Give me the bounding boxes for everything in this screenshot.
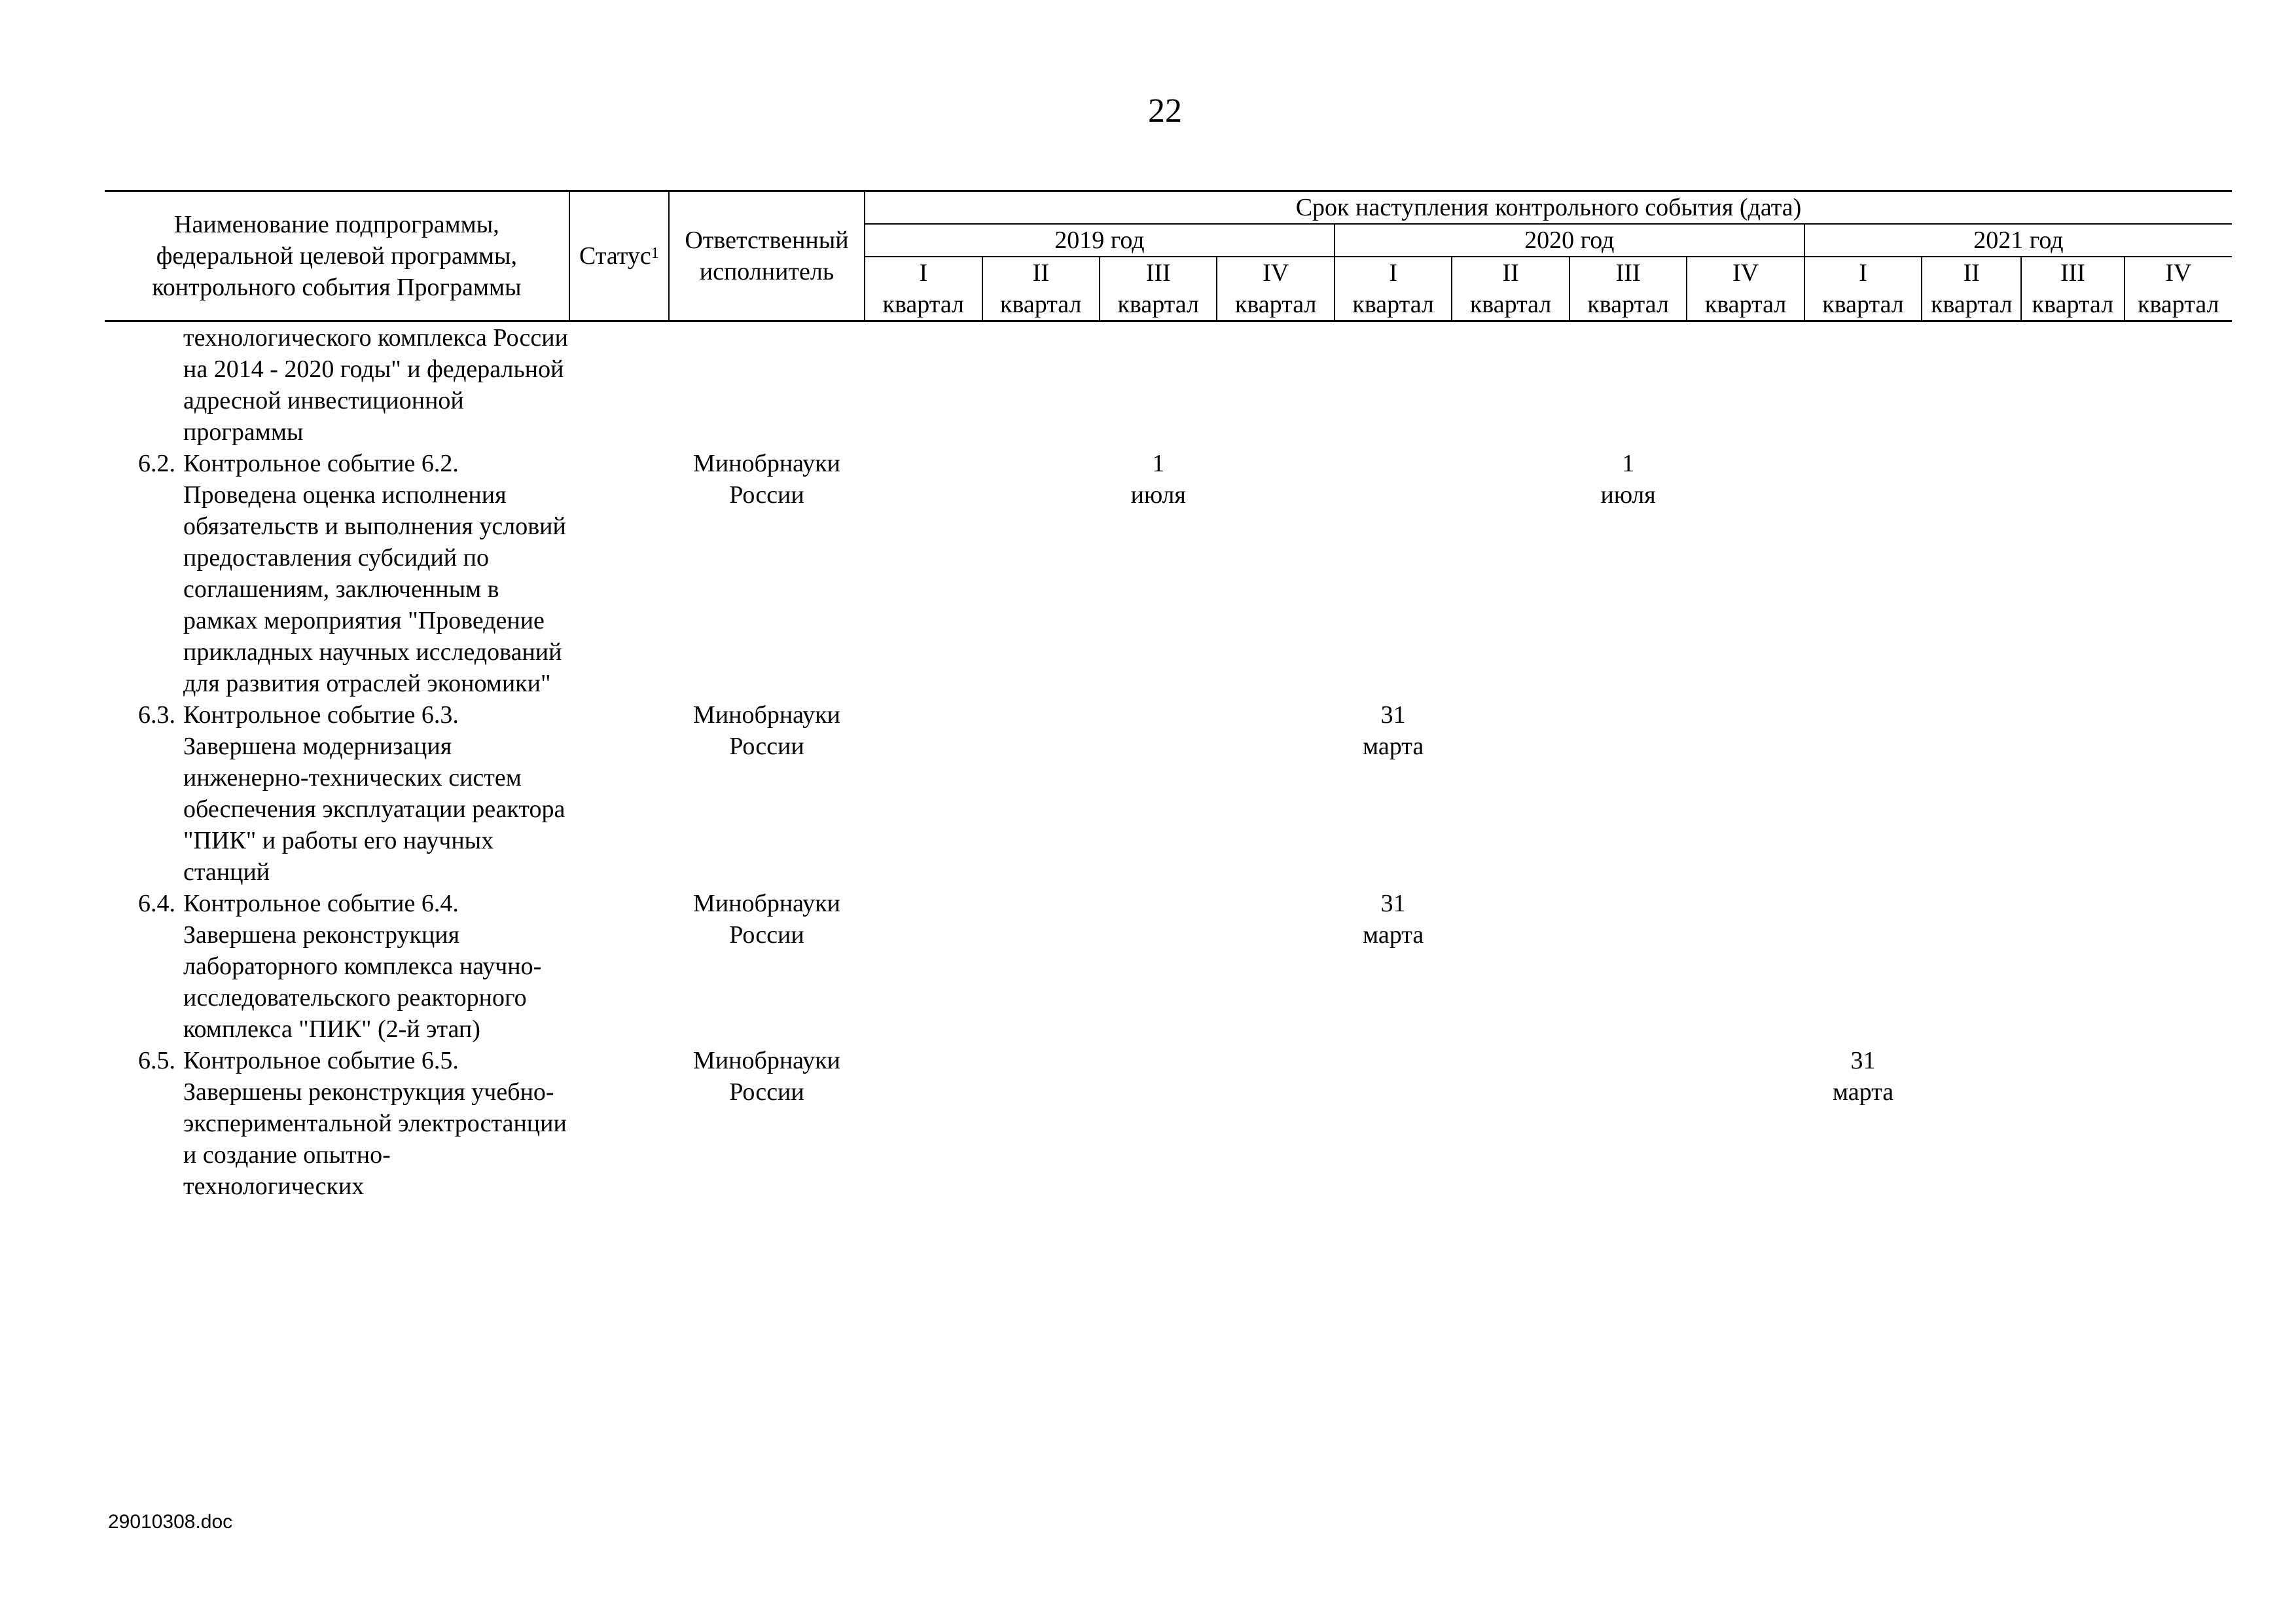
status-cell — [569, 888, 669, 1045]
date-cell-q2019-1 — [865, 699, 982, 888]
date-day: 1 — [1152, 450, 1165, 477]
responsible-cell — [669, 321, 865, 448]
date-cell-q2021-4 — [2125, 448, 2232, 699]
date-cell-q2021-3 — [2021, 1045, 2124, 1202]
table-row — [105, 1045, 2232, 1202]
event-name-cell — [105, 888, 569, 1045]
date-cell-q2020-2 — [1452, 321, 1569, 448]
date-day: 31 — [1380, 890, 1406, 917]
date-day: 31 — [1850, 1047, 1876, 1074]
date-cell-q2020-4 — [1687, 448, 1804, 699]
date-cell-q2019-4 — [1217, 888, 1334, 1045]
date-cell-q2020-1 — [1335, 448, 1452, 699]
event-name: Контрольное событие 6.4. Завершена реконструкция лабораторного комплекса научно-исследовательского реакторного комплекса "ПИК" (2-й этап) — [183, 890, 542, 1043]
document-code: 29010308.doc — [108, 1511, 233, 1533]
date-cell-q2021-4 — [2125, 699, 2232, 888]
event-number: 6.4. — [138, 890, 175, 917]
date-cell-q2019-2 — [982, 448, 1100, 699]
responsible-cell: Минобрнауки России — [693, 1047, 840, 1106]
date-cell-q2021-3 — [2021, 321, 2124, 448]
date-cell-q2019-4 — [1217, 448, 1334, 699]
date-cell-q2019-1 — [865, 448, 982, 699]
responsible-cell: Минобрнауки России — [693, 890, 840, 949]
date-cell-q2020-1 — [1335, 699, 1452, 888]
event-name-cell — [105, 1045, 569, 1202]
header-status-label: Статус — [579, 242, 651, 270]
date-cell-q2019-4 — [1217, 321, 1334, 448]
date-cell-q2021-2 — [1922, 321, 2021, 448]
date-cell-q2020-1 — [1335, 321, 1452, 448]
event-number: 6.2. — [138, 450, 175, 477]
event-name: Контрольное событие 6.2. Проведена оценка исполнения обязательств и выполнения условий предоставления субсидий по соглашениям, заключенным в рамках мероприятия "Проведение прикладных научных исследований для развития отраслей экономики" — [183, 450, 566, 697]
date-cell-q2021-1 — [1804, 888, 1922, 1045]
date-cell-q2020-2 — [1452, 699, 1569, 888]
table-row — [105, 888, 2232, 1045]
date-day: 1 — [1622, 450, 1635, 477]
date-cell-q2020-3 — [1570, 699, 1687, 888]
date-cell-q2020-3 — [1570, 448, 1687, 699]
header-name-column: Наименование подпрограммы, федеральной целевой программы, контрольного события Программы — [105, 191, 569, 321]
header-quarter-2019-1: I квартал — [865, 257, 982, 321]
header-quarter-2021-3: III квартал — [2021, 257, 2124, 321]
table-row — [105, 448, 2232, 699]
date-cell-q2020-4 — [1687, 888, 1804, 1045]
header-quarter-2020-2: II квартал — [1452, 257, 1569, 321]
header-quarter-2019-2: II квартал — [982, 257, 1100, 321]
date-cell-q2021-4 — [2125, 321, 2232, 448]
date-month: марта — [1832, 1078, 1894, 1106]
header-quarter-2020-3: III квартал — [1570, 257, 1687, 321]
table-header — [105, 191, 2232, 321]
date-cell-q2021-4 — [2125, 1045, 2232, 1202]
date-cell-q2020-2 — [1452, 448, 1569, 699]
date-cell-q2019-1 — [865, 321, 982, 448]
responsible-cell: Минобрнауки России — [693, 701, 840, 760]
date-cell-q2020-4 — [1687, 699, 1804, 888]
date-cell-q2020-3 — [1570, 321, 1687, 448]
date-cell-q2020-3 — [1570, 1045, 1687, 1202]
date-month: марта — [1363, 733, 1424, 760]
date-cell-q2021-4 — [2125, 888, 2232, 1045]
date-cell-q2021-2 — [1922, 888, 2021, 1045]
date-month: марта — [1363, 921, 1424, 949]
control-events-table — [105, 190, 2232, 1202]
date-cell-q2021-1 — [1804, 1045, 1922, 1202]
header-quarter-2020-4: IV квартал — [1687, 257, 1804, 321]
date-cell-q2021-1 — [1804, 321, 1922, 448]
date-cell-q2019-4 — [1217, 699, 1334, 888]
date-cell-q2019-1 — [865, 1045, 982, 1202]
event-name-cell — [105, 448, 569, 699]
header-quarter-2021-1: I квартал — [1804, 257, 1922, 321]
header-responsible-column: Ответственный исполнитель — [669, 191, 865, 321]
date-cell-q2019-2 — [982, 699, 1100, 888]
header-quarter-2019-4: IV квартал — [1217, 257, 1334, 321]
date-month: июля — [1130, 481, 1186, 509]
header-quarter-2020-1: I квартал — [1335, 257, 1452, 321]
header-status-column — [569, 191, 669, 321]
date-cell-q2021-2 — [1922, 1045, 2021, 1202]
status-cell — [569, 699, 669, 888]
date-cell-q2019-3 — [1100, 888, 1217, 1045]
date-cell-q2019-1 — [865, 888, 982, 1045]
date-cell-q2019-2 — [982, 1045, 1100, 1202]
date-cell-q2019-3 — [1100, 699, 1217, 888]
date-cell-q2020-1 — [1335, 888, 1452, 1045]
status-footnote-mark: 1 — [651, 245, 659, 262]
date-cell-q2020-4 — [1687, 1045, 1804, 1202]
date-cell-q2021-3 — [2021, 699, 2124, 888]
event-name: технологического комплекса России на 2014 - 2020 годы" и федеральной адресной инвестиционной программы — [183, 324, 568, 446]
table-row — [105, 699, 2232, 888]
date-month: июля — [1600, 481, 1656, 509]
table-body — [105, 321, 2232, 1203]
page-number: 22 — [1148, 92, 1182, 130]
header-year-2019: 2019 год — [865, 224, 1335, 257]
header-quarter-2019-3: III квартал — [1100, 257, 1217, 321]
date-cell-q2020-2 — [1452, 1045, 1569, 1202]
event-name: Контрольное событие 6.3. Завершена модернизация инженерно-технических систем обеспечения эксплуатации реактора "ПИК" и работы его научных станций — [183, 701, 565, 886]
event-name-cell — [105, 699, 569, 888]
header-quarter-2021-4: IV квартал — [2125, 257, 2232, 321]
date-cell-q2020-1 — [1335, 1045, 1452, 1202]
date-cell-q2020-3 — [1570, 888, 1687, 1045]
date-cell-q2019-3 — [1100, 1045, 1217, 1202]
date-day: 31 — [1380, 701, 1406, 729]
event-name-cell — [105, 321, 569, 448]
table-row — [105, 321, 2232, 448]
date-cell-q2019-3 — [1100, 321, 1217, 448]
header-year-2020: 2020 год — [1335, 224, 1804, 257]
status-cell — [569, 321, 669, 448]
header-year-2021: 2021 год — [1804, 224, 2232, 257]
date-cell-q2019-3 — [1100, 448, 1217, 699]
event-name: Контрольное событие 6.5. Завершены реконструкция учебно-экспериментальной электростанции и создание опытно-технологических — [183, 1047, 567, 1200]
responsible-cell: Минобрнауки России — [693, 450, 840, 509]
header-quarter-2021-2: II квартал — [1922, 257, 2021, 321]
date-cell-q2021-1 — [1804, 448, 1922, 699]
event-number: 6.3. — [138, 701, 175, 729]
header-deadline-group: Срок наступления контрольного события (дата) — [865, 191, 2232, 225]
date-cell-q2021-2 — [1922, 699, 2021, 888]
date-cell-q2019-4 — [1217, 1045, 1334, 1202]
event-number: 6.5. — [138, 1047, 175, 1074]
status-cell — [569, 1045, 669, 1202]
status-cell — [569, 448, 669, 699]
date-cell-q2019-2 — [982, 321, 1100, 448]
date-cell-q2020-4 — [1687, 321, 1804, 448]
date-cell-q2020-2 — [1452, 888, 1569, 1045]
date-cell-q2021-1 — [1804, 699, 1922, 888]
date-cell-q2021-3 — [2021, 448, 2124, 699]
date-cell-q2019-2 — [982, 888, 1100, 1045]
date-cell-q2021-2 — [1922, 448, 2021, 699]
date-cell-q2021-3 — [2021, 888, 2124, 1045]
